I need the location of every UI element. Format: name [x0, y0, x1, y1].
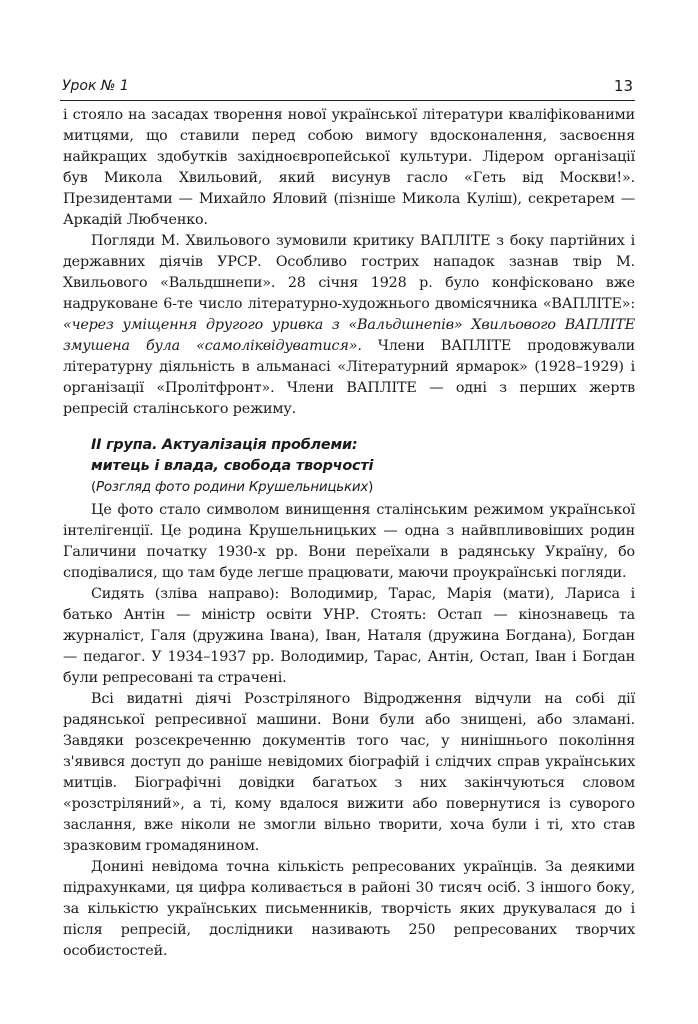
- running-header: [60, 76, 635, 101]
- section-subheading-text: Розгляд фото родини Крушельницьких: [96, 480, 369, 495]
- paragraph-vaplite-criticism: [63, 231, 635, 420]
- paragraph-text: . Члени ВАПЛІТЕ продовжували літературну діяльність в альманасі «Літературний ярмарок» (1928–1929) і організації «Пролітфронт». Члени ВАПЛІТЕ — одні з перших жертв репресій сталінського режиму.: [63, 338, 635, 417]
- lesson-title: Урок № 1: [62, 78, 129, 94]
- paragraph-photo-symbol: Це фото стало символом винищення сталінським режимом української інтелігенції. Це родина Крушельницьких — одна з найвпливовіших родин Галичини початку 1930-х рр. Вони переїхали в радянську Україну, бо сподівалися, що там буде легше працювати, маючи проукраїнські погляди.: [63, 502, 635, 581]
- italic-quote: «через уміщення другого уривка з «Вальдшнепів» Хвильового ВАПЛІТЕ змушена була «самоліквідуватися»: [63, 317, 635, 354]
- paragraph-repressed-count: Донині невідома точна кількість репресованих українців. За деякими підрахунками, ця цифра коливається в районі 30 тисяч осіб. З іншого боку, за кількістю українських письменників, творчість яких друкувалася до і після репресій, дослідники називають 250 репресованих творчих особистостей.: [63, 859, 635, 959]
- section-heading: [91, 435, 635, 477]
- paragraph-continuation: і стояло на засадах творення нової української літератури кваліфікованими митцями, що ставили перед собою вимогу вдосконалення, засвоєння найкращих здобутків західноєвропейської культури. Лідером організації був Микола Хвильовий, який висунув гасло «Геть від Москви!». Президентами — Михайло Яловий (пізніше Микола Куліш), секретарем — Аркадій Любченко.: [63, 107, 635, 228]
- page-number: 13: [613, 77, 633, 95]
- page-content: [63, 105, 635, 962]
- paragraph-repression-machine: Всі видатні діячі Розстріляного Відродження відчули на собі дії радянської репресивної машини. Вони були або знищені, або зламані. Завдяки розсекреченню документів того час, у нинішнього покоління з'явився доступ до раніше невідомих біографій і слідчих справ українських митців. Біографічні довідки багатьох з них закінчуються словом «розстріляний», а ті, кому вдалося вижити або повернутися із суворого заслання, вже ніколи не змогли вільно творити, хоча були і ті, хто став зразковим громадянином.: [63, 691, 635, 854]
- section-subheading: (Розгляд фото родини Крушельницьких): [91, 480, 374, 495]
- section-heading-line-2: митець і влада, свобода творчості: [91, 458, 374, 474]
- section-heading-line-1: ІІ група. Актуалізація проблеми:: [91, 437, 358, 453]
- paragraph-text: Погляди М. Хвильового зумовили критику ВАПЛІТЕ з боку партійних і державних діячів УРСР. Особливо гострих нападок зазнав твір М. Хвильового «Вальдшнепи». 28 січня 1928 р. було конфісковано вже надруковане 6-те число літературно-художнього двомісячника «ВАПЛІТЕ»:: [63, 233, 635, 312]
- paragraph-photo-description: Сидять (зліва направо): Володимир, Тарас, Марія (мати), Лариса і батько Антін — міністр освіти УНР. Стоять: Остап — кінознавець та журналіст, Галя (дружина Івана), Іван, Наталя (дружина Богдана), Богдан — педагог. У 1934–1937 рр. Володимир, Тарас, Антін, Остап, Іван і Богдан були репресовані та страчені.: [63, 586, 635, 686]
